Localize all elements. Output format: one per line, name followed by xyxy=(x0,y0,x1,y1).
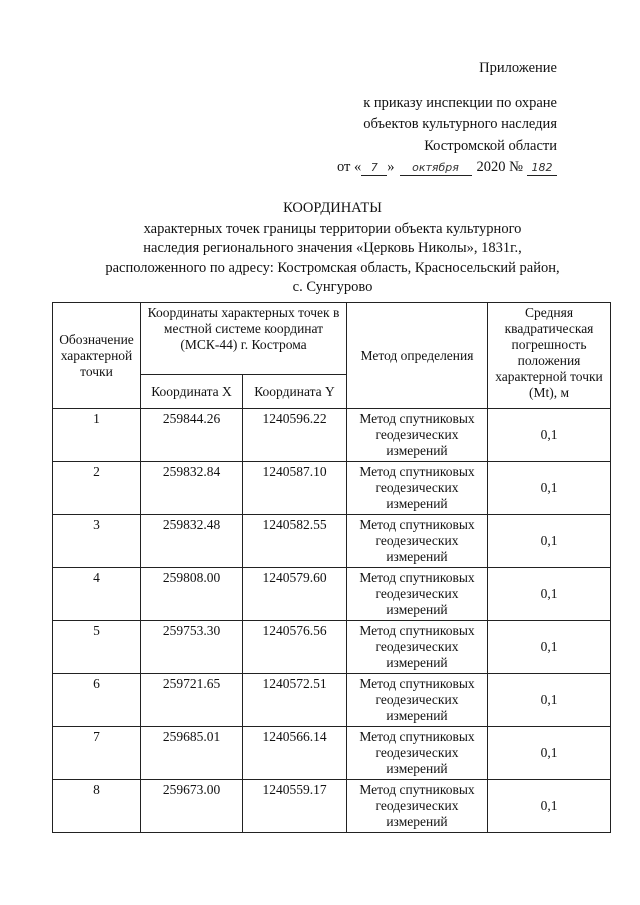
table-row xyxy=(53,621,611,674)
cell-x: 259808.00 xyxy=(141,568,243,621)
cell-method: Метод спутниковых геодезических измерений xyxy=(347,674,488,727)
cell-point: 7 xyxy=(53,727,141,780)
table-row xyxy=(53,727,611,780)
cell-x: 259673.00 xyxy=(141,780,243,833)
table-row xyxy=(53,515,611,568)
cell-x: 259832.84 xyxy=(141,462,243,515)
table-header-row xyxy=(53,303,611,375)
header-point: Обозначение характерной точки xyxy=(53,303,141,409)
cell-point: 5 xyxy=(53,621,141,674)
header-x: Координата X xyxy=(141,375,243,409)
cell-error: 0,1 xyxy=(488,780,611,833)
cell-error: 0,1 xyxy=(488,409,611,462)
document-heading xyxy=(60,199,605,298)
heading-line-1: характерных точек границы территории объекта культурного xyxy=(143,220,522,237)
cell-y: 1240587.10 xyxy=(243,462,347,515)
cell-error: 0,1 xyxy=(488,568,611,621)
order-number: 182 xyxy=(527,161,557,176)
cell-y: 1240579.60 xyxy=(243,568,347,621)
order-year-label: 2020 № xyxy=(476,159,523,175)
header-coordinates: Координаты характерных точек в местной системе координат (МСК-44) г. Кострома xyxy=(141,303,347,375)
heading-title: КООРДИНАТЫ xyxy=(283,200,382,216)
table-row xyxy=(53,462,611,515)
coordinates-table xyxy=(52,302,611,833)
cell-method: Метод спутниковых геодезических измерений xyxy=(347,462,488,515)
approval-block xyxy=(297,58,557,179)
cell-method: Метод спутниковых геодезических измерений xyxy=(347,780,488,833)
table-row xyxy=(53,780,611,833)
heading-line-2: наследия регионального значения «Церковь Николы», 1831г., xyxy=(143,240,522,256)
header-method: Метод определения xyxy=(347,303,488,409)
cell-error: 0,1 xyxy=(488,674,611,727)
cell-point: 4 xyxy=(53,568,141,621)
cell-method: Метод спутниковых геодезических измерений xyxy=(347,515,488,568)
approval-line-3: Костромской области xyxy=(424,137,557,154)
cell-method: Метод спутниковых геодезических измерений xyxy=(347,621,488,674)
table-row xyxy=(53,568,611,621)
cell-x: 259844.26 xyxy=(141,409,243,462)
appendix-title: Приложение xyxy=(479,60,557,76)
cell-method: Метод спутниковых геодезических измерений xyxy=(347,727,488,780)
cell-y: 1240582.55 xyxy=(243,515,347,568)
heading-line-3: расположенного по адресу: Костромская область, Красносельский район, xyxy=(105,259,560,276)
cell-y: 1240576.56 xyxy=(243,621,347,674)
cell-x: 259832.48 xyxy=(141,515,243,568)
cell-method: Метод спутниковых геодезических измерений xyxy=(347,568,488,621)
cell-method: Метод спутниковых геодезических измерений xyxy=(347,409,488,462)
cell-error: 0,1 xyxy=(488,621,611,674)
cell-x: 259721.65 xyxy=(141,674,243,727)
cell-error: 0,1 xyxy=(488,515,611,568)
header-y: Координата Y xyxy=(243,375,347,409)
cell-x: 259685.01 xyxy=(141,727,243,780)
cell-y: 1240566.14 xyxy=(243,727,347,780)
approval-line-1: к приказу инспекции по охране xyxy=(363,94,557,111)
order-day: 7 xyxy=(361,161,387,176)
cell-point: 3 xyxy=(53,515,141,568)
cell-error: 0,1 xyxy=(488,727,611,780)
approval-line-2: объектов культурного наследия xyxy=(363,116,557,132)
cell-point: 1 xyxy=(53,409,141,462)
table-row xyxy=(53,674,611,727)
cell-error: 0,1 xyxy=(488,462,611,515)
order-month: октября xyxy=(400,161,472,176)
order-prefix: от « xyxy=(337,159,362,175)
cell-x: 259753.30 xyxy=(141,621,243,674)
heading-line-4: с. Сунгурово xyxy=(292,279,373,295)
header-error: Средняя квадратическая погрешность положения характерной точки (Mt), м xyxy=(488,303,611,409)
cell-point: 8 xyxy=(53,780,141,833)
order-quote: » xyxy=(387,159,395,175)
table-row xyxy=(53,409,611,462)
cell-y: 1240559.17 xyxy=(243,780,347,833)
cell-y: 1240596.22 xyxy=(243,409,347,462)
cell-point: 6 xyxy=(53,674,141,727)
cell-point: 2 xyxy=(53,462,141,515)
order-date-line xyxy=(297,157,557,179)
cell-y: 1240572.51 xyxy=(243,674,347,727)
